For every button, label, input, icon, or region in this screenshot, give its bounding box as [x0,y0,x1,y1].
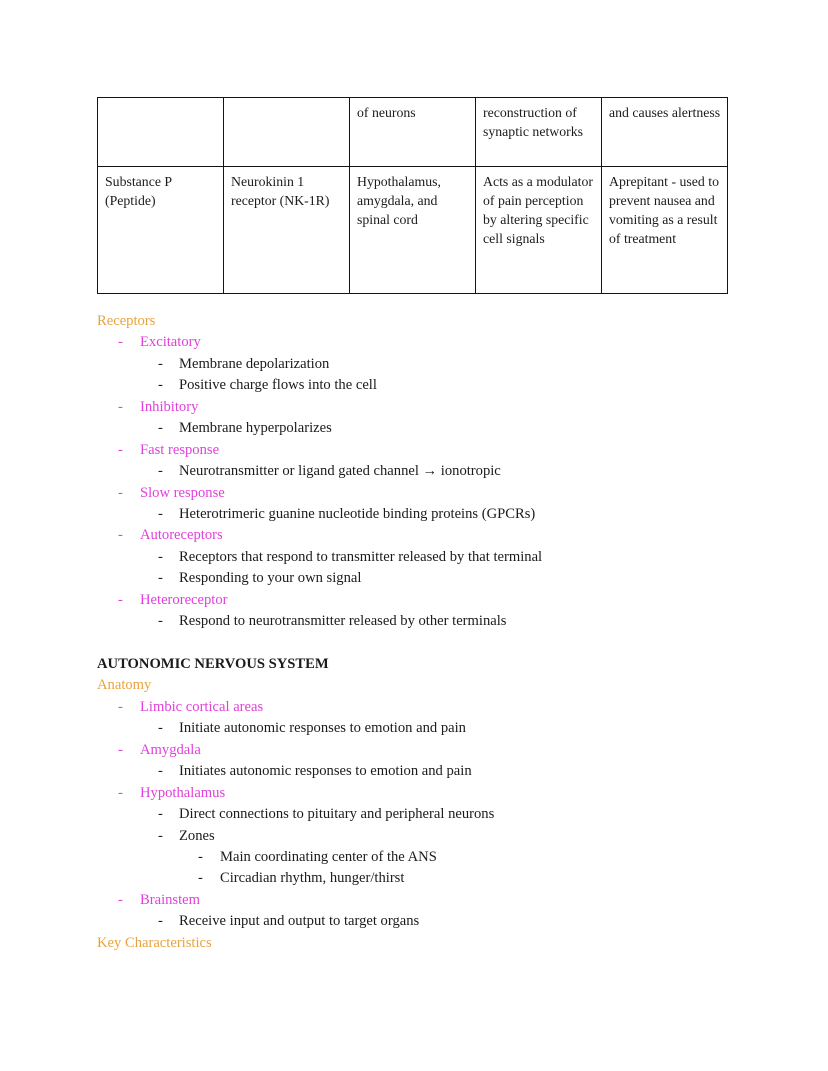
list-item-text: Amygdala [140,741,201,758]
bullet-dash: - [158,420,163,437]
notes-outline [97,311,777,954]
bullet-dash: - [158,355,163,372]
bullet-dash: - [118,891,123,908]
list-item [97,611,777,632]
bullet-dash: - [158,913,163,930]
table-cell: and causes alertness [602,98,728,167]
bullet-dash: - [118,784,123,801]
bullet-dash: - [118,484,123,501]
table-cell: Aprepitant - used to prevent nausea and vomiting as a result of treatment [602,167,728,294]
bullet-dash: - [158,806,163,823]
list-item-text: Heterotrimeric guanine nucleotide binding proteins (GPCRs) [179,505,536,522]
heading-text: Receptors [97,313,156,329]
neurotransmitter-table [97,97,728,294]
bullet-dash: - [118,741,123,758]
bullet-dash: - [158,570,163,587]
bullet-dash: - [158,763,163,780]
list-item [97,568,777,589]
bullet-dash: - [158,505,163,522]
list-item-text: Brainstem [140,891,200,908]
list-item-brainstem [97,890,777,911]
table-cell: Neurokinin 1 receptor (NK-1R) [224,167,350,294]
heading-text: Anatomy [97,677,152,694]
list-item [97,868,777,889]
table-cell [224,98,350,167]
bullet-dash: - [118,527,123,544]
list-item [97,718,777,739]
list-item-text: Excitatory [140,334,201,351]
list-item [97,461,777,482]
list-item-text: Respond to neurotransmitter released by other terminals [179,613,507,630]
list-item-text: Fast response [140,441,220,458]
heading-text: AUTONOMIC NERVOUS SYSTEM [97,656,329,672]
table-cell: reconstruction of synaptic networks [476,98,602,167]
list-item-inhibitory [97,397,777,418]
bullet-dash: - [158,613,163,630]
list-item [97,354,777,375]
list-item [97,804,777,825]
heading-autonomic-nervous-system [97,654,777,675]
list-item-zones [97,826,777,847]
list-item-text: Receive input and output to target organs [179,913,420,930]
bullet-dash: - [198,848,203,865]
list-item-text: Limbic cortical areas [140,698,264,715]
list-item-text: Heteroreceptor [140,591,228,608]
bullet-dash: - [158,463,163,480]
heading-anatomy [97,675,777,696]
table-cell [98,98,224,167]
heading-receptors [97,311,777,332]
bullet-dash: - [158,548,163,565]
list-item-text: Direct connections to pituitary and peripheral neurons [179,806,495,823]
list-item-text: Autoreceptors [140,527,223,544]
list-item-text: Receptors that respond to transmitter released by that terminal [179,548,543,565]
bullet-dash: - [118,334,123,351]
list-item-text: Membrane hyperpolarizes [179,420,332,437]
list-item-text: Circadian rhythm, hunger/thirst [220,870,405,887]
bullet-dash: - [118,398,123,415]
list-item-text: Responding to your own signal [179,570,362,587]
bullet-dash: - [158,720,163,737]
heading-key-characteristics [97,933,777,954]
list-item-text: Zones [179,827,215,844]
list-item-text: Inhibitory [140,398,199,415]
list-item-heteroreceptor [97,590,777,611]
list-item-text: Membrane depolarization [179,355,330,372]
bullet-dash: - [198,870,203,887]
list-item-limbic-cortical-areas [97,697,777,718]
table-cell: of neurons [350,98,476,167]
list-item-text: Positive charge flows into the cell [179,377,377,394]
table-cell: Substance P (Peptide) [98,167,224,294]
list-item-text: Main coordinating center of the ANS [220,848,437,865]
heading-text: Key Characteristics [97,934,212,951]
bullet-dash: - [158,827,163,844]
table-row-continuation [98,98,728,167]
list-item-autoreceptors [97,525,777,546]
list-item [97,547,777,568]
list-item [97,504,777,525]
bullet-dash: - [118,441,123,458]
list-item-text: Neurotransmitter or ligand gated channel → ionotropic [179,463,501,480]
table-cell: Acts as a modulator of pain perception by altering specific cell signals [476,167,602,294]
list-item-text: Initiates autonomic responses to emotion and pain [179,763,472,780]
list-item-hypothalamus [97,783,777,804]
bullet-dash: - [118,698,123,715]
bullet-dash: - [158,377,163,394]
list-item-text: Hypothalamus [140,784,226,801]
list-item-amygdala [97,740,777,761]
list-item-slow-response [97,483,777,504]
list-item [97,911,777,932]
list-item [97,418,777,439]
list-item [97,761,777,782]
blank-line [97,633,777,654]
table-cell: Hypothalamus, amygdala, and spinal cord [350,167,476,294]
bullet-dash: - [118,591,123,608]
list-item [97,375,777,396]
list-item [97,847,777,868]
table-row-substance-p [98,167,728,294]
list-item-text: Initiate autonomic responses to emotion and pain [179,720,466,737]
list-item-excitatory [97,332,777,353]
list-item-text: Slow response [140,484,225,501]
list-item-fast-response [97,440,777,461]
